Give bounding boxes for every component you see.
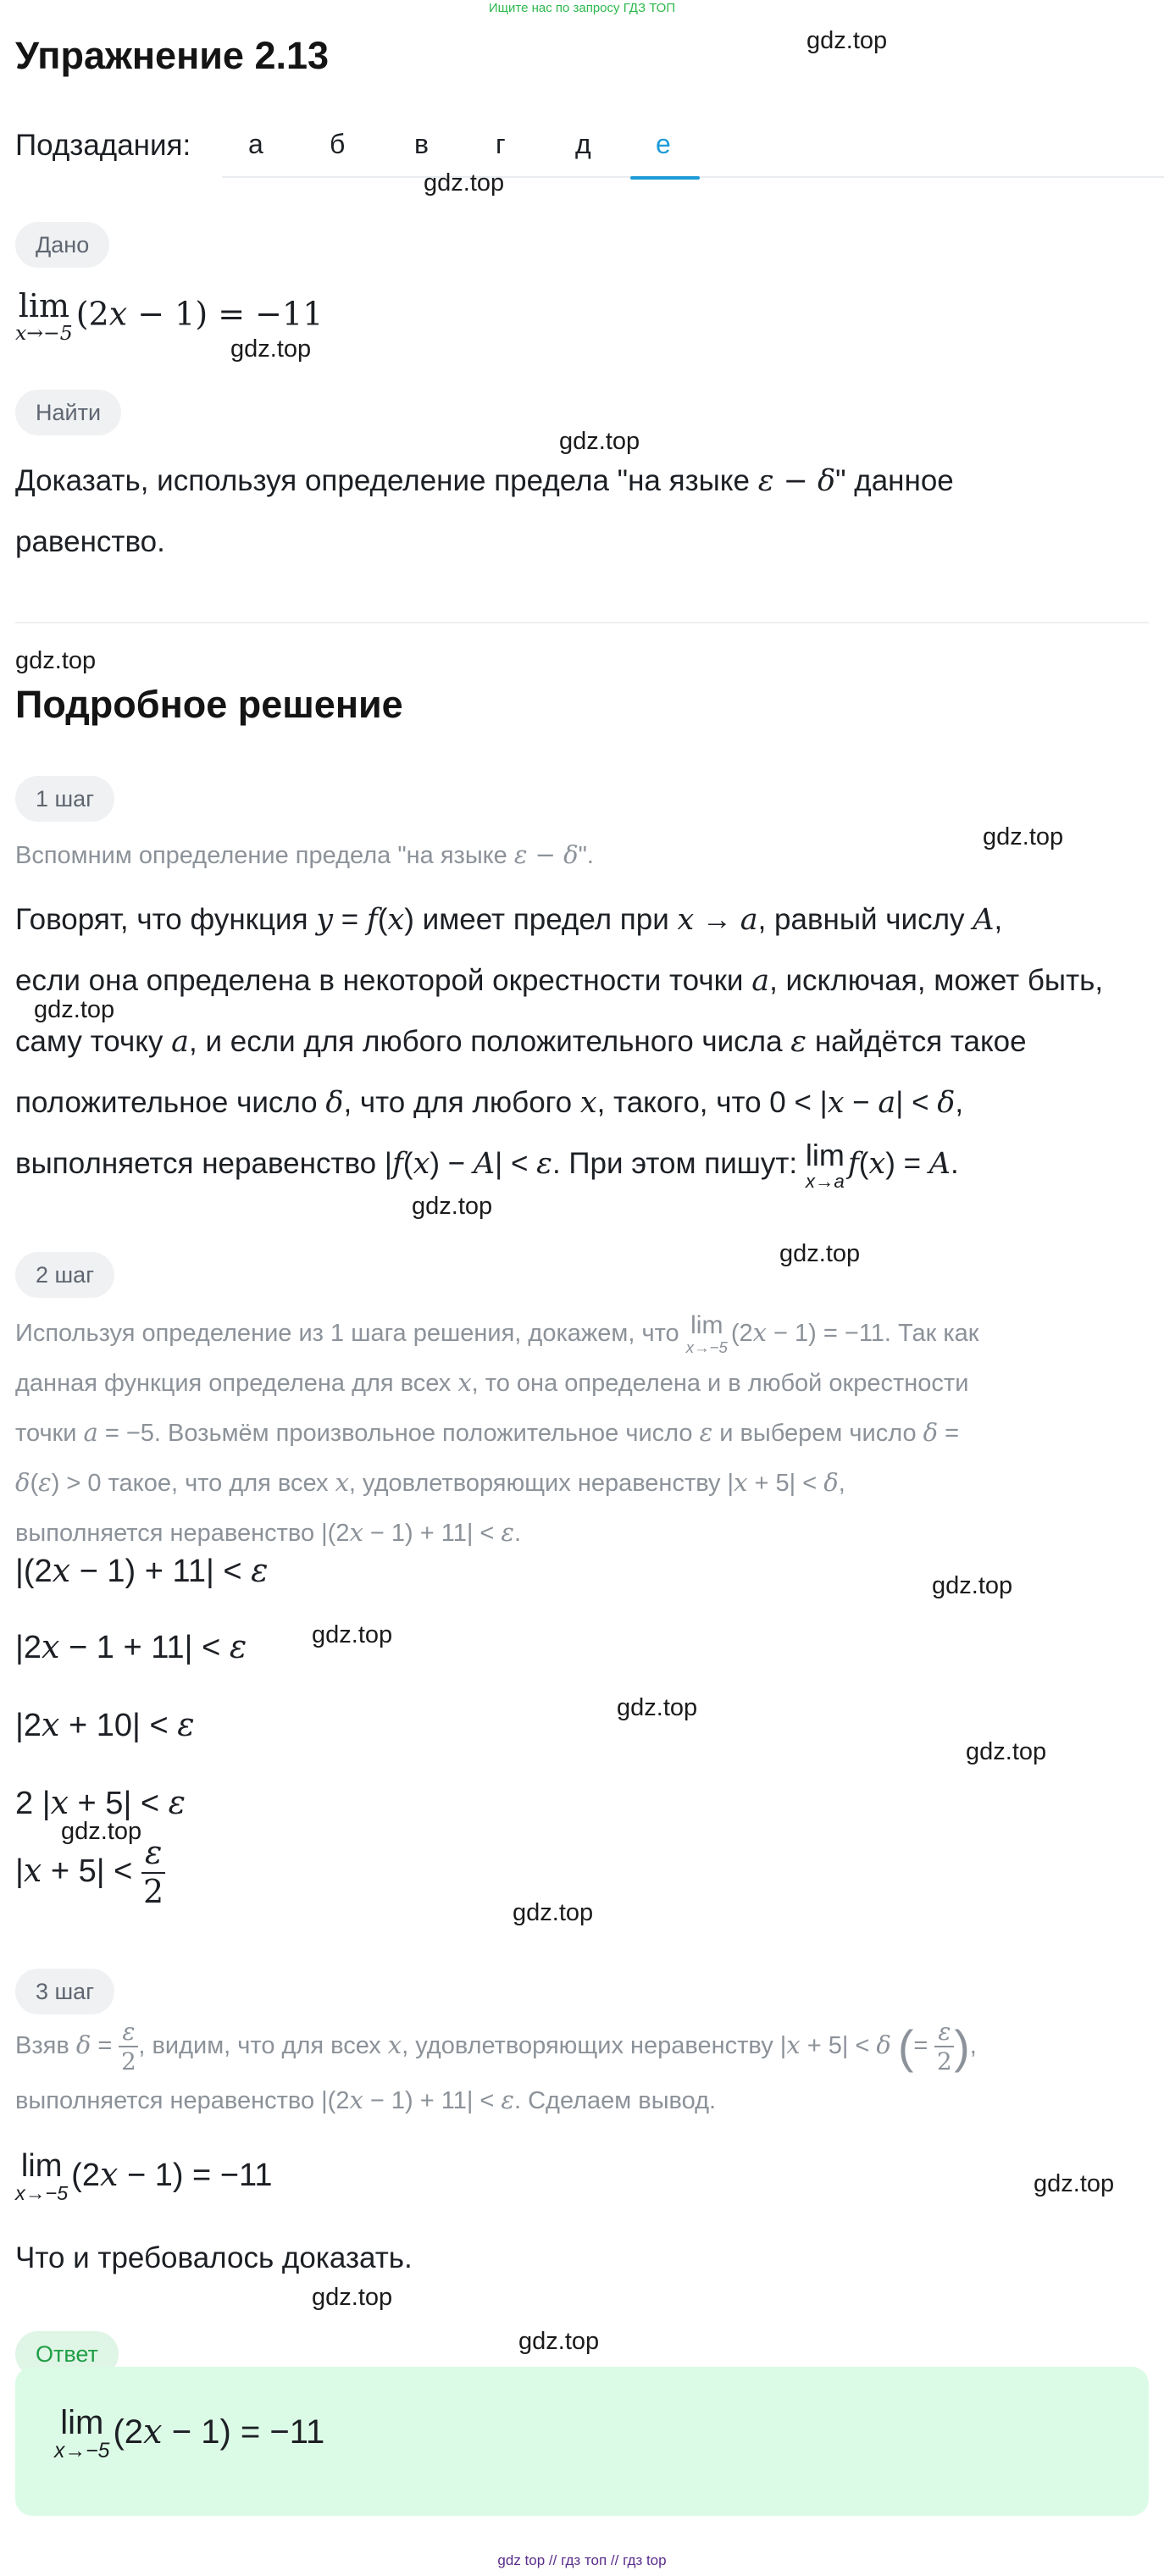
step-3-badge: 3 шаг: [15, 1969, 114, 2014]
tab-b[interactable]: б: [330, 129, 346, 159]
answer-badge: Ответ: [15, 2331, 119, 2377]
given-formula: lim x→−5 (2x − 1) = −11: [15, 287, 324, 345]
step-2-text: Используя определение из 1 шага решения, докажем, что lim x→−5 (2x − 1) = −11. Так как данная функция определена для всех x, то она определена и в любой окрестности точки a = −5. Возьмём произвольное положительное число ε и выберем число δ = δ(ε) > 0 такое, что для всех x, удовлетворяющих неравенству |x + 5| < δ, выполняется неравенство |(2x − 1) + 11| < ε.: [15, 1311, 979, 1547]
given-badge: Дано: [15, 222, 109, 268]
watermark: gdz.top: [230, 335, 312, 363]
find-text: Доказать, используя определение предела "на языке ε − δ" данное равенство.: [15, 464, 954, 558]
watermark: gdz.top: [312, 2284, 393, 2311]
watermark: gdz.top: [806, 27, 888, 54]
tab-e-active[interactable]: е: [656, 129, 671, 159]
ineq-3: |2x + 10| < ε: [15, 1706, 195, 1743]
subtasks-label: Подзадания:: [15, 129, 191, 162]
watermark: gdz.top: [61, 1818, 142, 1845]
watermark: gdz.top: [518, 2328, 600, 2355]
watermark: gdz.top: [983, 823, 1064, 850]
answer-formula: lim x→−5 (2x − 1) = −11: [54, 2404, 325, 2462]
watermark: gdz.top: [312, 1621, 393, 1648]
tab-a[interactable]: а: [248, 129, 263, 159]
ineq-2: |2x − 1 + 11| < ε: [15, 1628, 247, 1665]
step-1-definition: Говорят, что функция y = f(x) имеет предел при x → a, равный числу A, если она определена в некоторой окрестности точки a, исключая, может быть, саму точку a, и если для любого положительного числа ε найдётся такое положительное число δ, что для любого x, такого, что 0 < |x − a| < δ, выполняется неравенство |f(x) − A| < ε. При этом пишут: lim x→a f(x) = A.: [15, 903, 1104, 1192]
step-2-badge: 2 шаг: [15, 1252, 114, 1298]
watermark: gdz.top: [617, 1694, 698, 1721]
step-1-intro: Вспомним определение предела "на языке ε − δ".: [15, 840, 594, 869]
watermark: gdz.top: [412, 1193, 493, 1220]
watermark: gdz.top: [15, 647, 97, 674]
section-divider: [15, 622, 1149, 623]
tab-g[interactable]: г: [496, 129, 506, 159]
tab-d[interactable]: д: [575, 129, 591, 159]
watermark: gdz.top: [34, 996, 115, 1023]
watermark: gdz.top: [424, 169, 505, 197]
ineq-5: |x + 5| < $\frac{\varepsilon}{2}$: [15, 1836, 165, 1909]
conclusion-text: Что и требовалось доказать.: [15, 2241, 413, 2274]
footer-links[interactable]: gdz top // гдз топ // гдз top: [497, 2552, 667, 2568]
ineq-1: |(2x − 1) + 11| < ε: [15, 1552, 269, 1589]
tab-v[interactable]: в: [414, 129, 429, 159]
find-badge: Найти: [15, 390, 121, 435]
step-1-badge: 1 шаг: [15, 776, 114, 822]
watermark: gdz.top: [513, 1899, 594, 1926]
watermark: gdz.top: [1034, 2170, 1115, 2197]
step-3-text: Взяв δ = $\frac{\varepsilon}{2}$ , видим, что для всех x, удовлетворяющих неравенству |x + 5| < δ (= $\frac{\varepsilon}{2}$ ), выполняется неравенство |(2x − 1) + 11| < ε. Сделаем вывод.: [15, 2018, 977, 2114]
conclusion-formula: lim x→−5 (2x − 1) = −11: [15, 2148, 273, 2204]
watermark: gdz.top: [559, 428, 640, 455]
watermark: gdz.top: [932, 1572, 1013, 1599]
watermark: gdz.top: [966, 1738, 1047, 1765]
ineq-4: 2 |x + 5| < ε: [15, 1784, 186, 1821]
solution-title: Подробное решение: [15, 683, 403, 726]
top-banner: Ищите нас по запросу ГДЗ ТОП: [488, 1, 676, 15]
page-title: Упражнение 2.13: [15, 34, 330, 77]
active-tab-indicator: [630, 176, 700, 180]
watermark: gdz.top: [779, 1240, 861, 1267]
